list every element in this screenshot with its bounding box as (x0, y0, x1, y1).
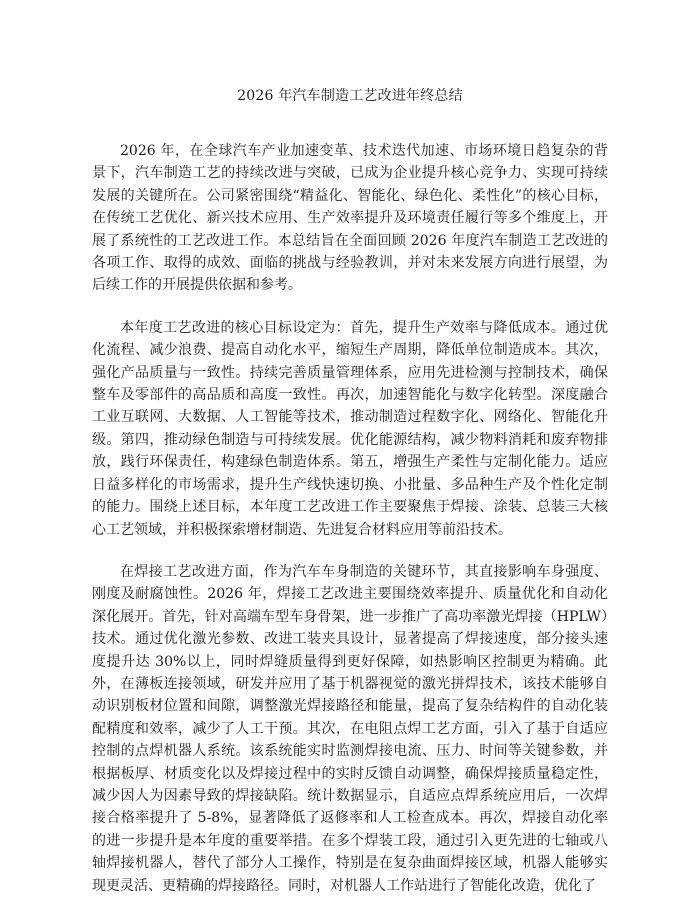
document-title: 2026 年汽车制造工艺改进年终总结 (237, 88, 463, 104)
paragraph-intro: 2026 年，在全球汽车产业加速变革、技术迭代加速、市场环境日趋复杂的背景下，汽车制造工艺的持续改进与突破，已成为企业提升核心竞争力、实现可持续发展的关键所在。公司紧密围绕“精益化、智能化、绿色化、柔性化”的核心目标，在传统工艺优化、新兴技术应用、生产效率提升及环境责任履行等多个维度上，开展了系统性的工艺改进工作。本总结旨在全面回顾 2026 年度汽车制造工艺改进的各项工作、取得的成效、面临的挑战与经验教训，并对未来发展方向进行展望，为后续工作的开展提供依据和参考。 (92, 143, 608, 294)
paragraph-objectives: 本年度工艺改进的核心目标设定为：首先，提升生产效率与降低成本。通过优化流程、减少浪费、提高自动化水平，缩短生产周期，降低单位制造成本。其次，强化产品质量与一致性。持续完善质量管理体系，应用先进检测与控制技术，确保整车及零部件的高品质和高度一致性。再次，加速智能化与数字化转型。深度融合工业互联网、大数据、人工智能等技术，推动制造过程数字化、网络化、智能化升级。第四，推动绿色制造与可持续发展。优化能源结构，减少物料消耗和废弃物排放，践行环保责任，构建绿色制造体系。第五，增强生产柔性与定制化能力。适应日益多样化的市场需求，提升生产线快速切换、小批量、多品种生产及个性化定制的能力。围绕上述目标，本年度工艺改进工作主要聚焦于焊接、涂装、总装三大核心工艺领域，并积极探索增材制造、先进复合材料应用等前沿技术。 (92, 319, 608, 538)
paragraph-welding: 在焊接工艺改进方面，作为汽车车身制造的关键环节，其直接影响车身强度、刚度及耐腐蚀性。2026 年，焊接工艺改进主要围绕效率提升、质量优化和自动化深化展开。首先，针对高端车型车身骨架，进一步推广了高功率激光焊接（HPLW）技术。通过优化激光参数、改进工装夹具设计，显著提高了焊接速度，部分接头速度提升达 30%以上，同时焊缝质量得到更好保障，如热影响区控制更为精确。此外，在薄板连接领域，研发并应用了基于机器视觉的激光拼焊技术，该技术能够自动识别板材位置和间隙，调整激光焊接路径和能量，提高了复杂结构件的自动化装配精度和效率，减少了人工干预。其次，在电阻点焊工艺方面，引入了基于自适应控制的点焊机器人系统。该系统能实时监测焊接电流、压力、时间等关键参数，并根据板厚、材质变化以及焊接过程中的实时反馈自动调整，确保焊接质量稳定性，减少因人为因素导致的焊接缺陷。统计数据显示，自适应点焊系统应用后，一次焊接合格率提升了 5-8%，显著降低了返修率和人工检查成本。再次，焊接自动化率的进一步提升是本年度的重要举措。在多个焊装工段，通过引入更先进的七轴或八轴焊接机器人，替代了部分人工操作，特别是在复杂曲面焊接区域，机器人能够实现更灵活、更精确的焊接路径。同时，对机器人工作站进行了智能化改造，优化了 (92, 563, 608, 894)
